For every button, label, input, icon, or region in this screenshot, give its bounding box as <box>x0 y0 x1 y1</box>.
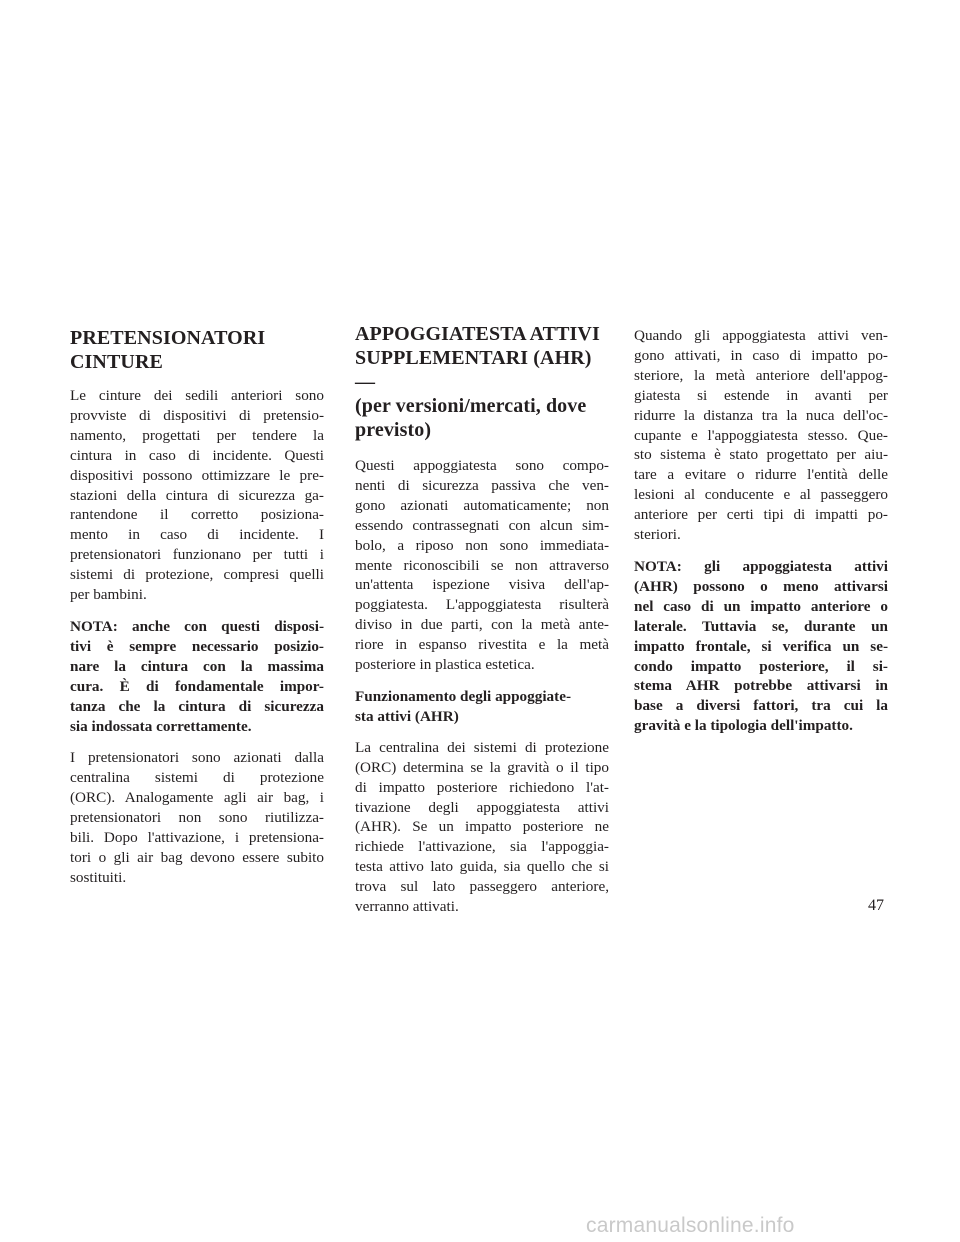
watermark-text: carmanualsonline.info <box>586 1214 795 1237</box>
text-line: gravità e la tipologia dell'impatto. <box>634 717 853 735</box>
text-line: bolo, a riposo non sono immediata- <box>355 536 609 554</box>
text-line: tanza che la cintura di sicurezza <box>70 697 324 715</box>
text-line: giatesta si estende in avanti per <box>634 386 888 404</box>
text-line: sto sistema è stato progettato per aiu- <box>634 446 888 464</box>
text-line: namento, progettati per tendere la <box>70 426 324 444</box>
text-line: gono attivati, in caso di impatto po- <box>634 346 888 364</box>
title-line: (per versioni/mercati, dove <box>355 395 587 417</box>
text-line: stema AHR potrebbe attivarsi in <box>634 677 888 695</box>
text-line: tare a evitare o ridurre l'entità delle <box>634 466 888 484</box>
text-line: NOTA: gli appoggiatesta attivi <box>634 557 888 575</box>
text-line: bili. Dopo l'attivazione, i pretensiona- <box>70 829 324 847</box>
section-title-active-head-restraints <box>355 322 609 442</box>
text-line: gono azionati automaticamente; non <box>355 496 609 514</box>
title-line: APPOGGIATESTA ATTIVI <box>355 323 600 345</box>
text-line: testa attivo lato guida, sia quello che si <box>355 858 609 876</box>
ahr-deployment-paragraph <box>634 326 888 545</box>
text-line: laterale. Tuttavia se, durante un <box>634 617 888 635</box>
text-line: nare la cintura con la massima <box>70 657 324 675</box>
text-line: Le cinture dei sedili anteriori sono <box>70 387 324 404</box>
page-number: 47 <box>868 897 884 914</box>
pretensioners-intro-paragraph <box>70 386 324 605</box>
text-line: pretensionatori non sono riutilizza- <box>70 809 324 827</box>
ahr-operation-paragraph <box>355 738 609 917</box>
text-line: (ORC). Analogamente agli air bag, i <box>70 789 324 807</box>
right-column <box>634 326 888 748</box>
text-line: centralina sistemi di protezione <box>70 769 324 787</box>
middle-column <box>355 322 609 929</box>
text-line: stazioni della cintura di sicurezza ga- <box>70 486 324 504</box>
text-line: tivi è sempre necessario posizio- <box>70 637 324 655</box>
text-line: Questi appoggiatesta sono compo- <box>355 457 609 474</box>
text-line: base a diversi fattori, tra cui la <box>634 697 888 715</box>
left-column <box>70 326 324 900</box>
text-line: essendo contrassegnati con alcun sim- <box>355 516 609 534</box>
ahr-description-paragraph <box>355 456 609 675</box>
text-line: (AHR) possono o meno attivarsi <box>634 577 888 595</box>
text-line: poggiatesta. L'appoggiatesta risulterà <box>355 596 609 614</box>
text-line: (AHR). Se un impatto posteriore ne <box>355 818 609 836</box>
text-line: tori o gli air bag devono essere subito <box>70 848 324 866</box>
title-line: CINTURE <box>70 351 163 373</box>
text-line: provviste di dispositivi di pretensio- <box>70 406 324 424</box>
text-line: dispositivi possono ottimizzare le pre- <box>70 466 324 484</box>
text-line: trova sul lato passeggero anteriore, <box>355 878 609 896</box>
text-line: rantendone il corretto posiziona- <box>70 506 324 524</box>
text-line: per bambini. <box>70 586 147 604</box>
text-line: nenti di sicurezza passiva che ven- <box>355 476 609 494</box>
text-line: di impatto posteriore richiedono l'at- <box>355 778 609 796</box>
ahr-note <box>634 557 888 736</box>
text-line: steriori. <box>634 526 681 544</box>
text-line: I pretensionatori sono azionati dalla <box>70 749 324 767</box>
text-line: sostituiti. <box>70 868 127 886</box>
text-line: cupante e l'appoggiatesta stesso. Que- <box>634 426 888 444</box>
text-line: anteriore per certi tipi di impatti po- <box>634 506 888 524</box>
text-line: posteriore in plastica estetica. <box>355 656 535 674</box>
text-line: riore in espanso rivestita e la metà <box>355 636 609 654</box>
text-line: sistemi di protezione, compresi quelli <box>70 566 324 584</box>
text-line: sia indossata correttamente. <box>70 717 252 735</box>
title-line: SUPPLEMENTARI (AHR) — <box>355 347 592 393</box>
ahr-operation-subtitle <box>355 687 609 727</box>
text-line: richiede l'attivazione, sia l'appoggia- <box>355 838 609 856</box>
text-line: (ORC) determina se la gravità o il tipo <box>355 758 609 776</box>
title-line: PRETENSIONATORI <box>70 327 266 349</box>
text-line: verranno attivati. <box>355 898 459 916</box>
text-line: mento in caso di incidente. I <box>70 526 324 544</box>
text-line: nel caso di un impatto anteriore o <box>634 597 888 615</box>
text-line: un'attenta ispezione visiva dell'ap- <box>355 576 609 594</box>
text-line: condo impatto posteriore, il si- <box>634 657 888 675</box>
text-line: cintura in caso di incidente. Questi <box>70 446 324 464</box>
title-line: previsto) <box>355 419 432 441</box>
text-line: steriore, la metà anteriore dell'appog- <box>634 366 888 384</box>
subtitle-line: sta attivi (AHR) <box>355 707 459 725</box>
text-line: diviso in due parti, con la metà ante- <box>355 616 609 634</box>
text-line: Quando gli appoggiatesta attivi ven- <box>634 327 888 344</box>
text-line: ridurre la distanza tra la nuca dell'oc- <box>634 406 888 424</box>
text-line: pretensionatori funzionano per tutti i <box>70 546 324 564</box>
text-line: tivazione degli appoggiatesta attivi <box>355 798 609 816</box>
pretensioners-note <box>70 617 324 736</box>
text-line: impatto frontale, si verifica un se- <box>634 637 888 655</box>
subtitle-line: Funzionamento degli appoggiate- <box>355 687 572 705</box>
pretensioners-activation-paragraph <box>70 748 324 887</box>
text-line: La centralina dei sistemi di protezione <box>355 738 609 756</box>
section-title-pretensioners <box>70 326 324 374</box>
text-line: lesioni al conducente e al passeggero <box>634 486 888 504</box>
text-line: NOTA: anche con questi disposi- <box>70 617 324 635</box>
text-line: cura. È di fondamentale impor- <box>70 677 324 695</box>
text-line: mente riconoscibili se non attraverso <box>355 556 609 574</box>
